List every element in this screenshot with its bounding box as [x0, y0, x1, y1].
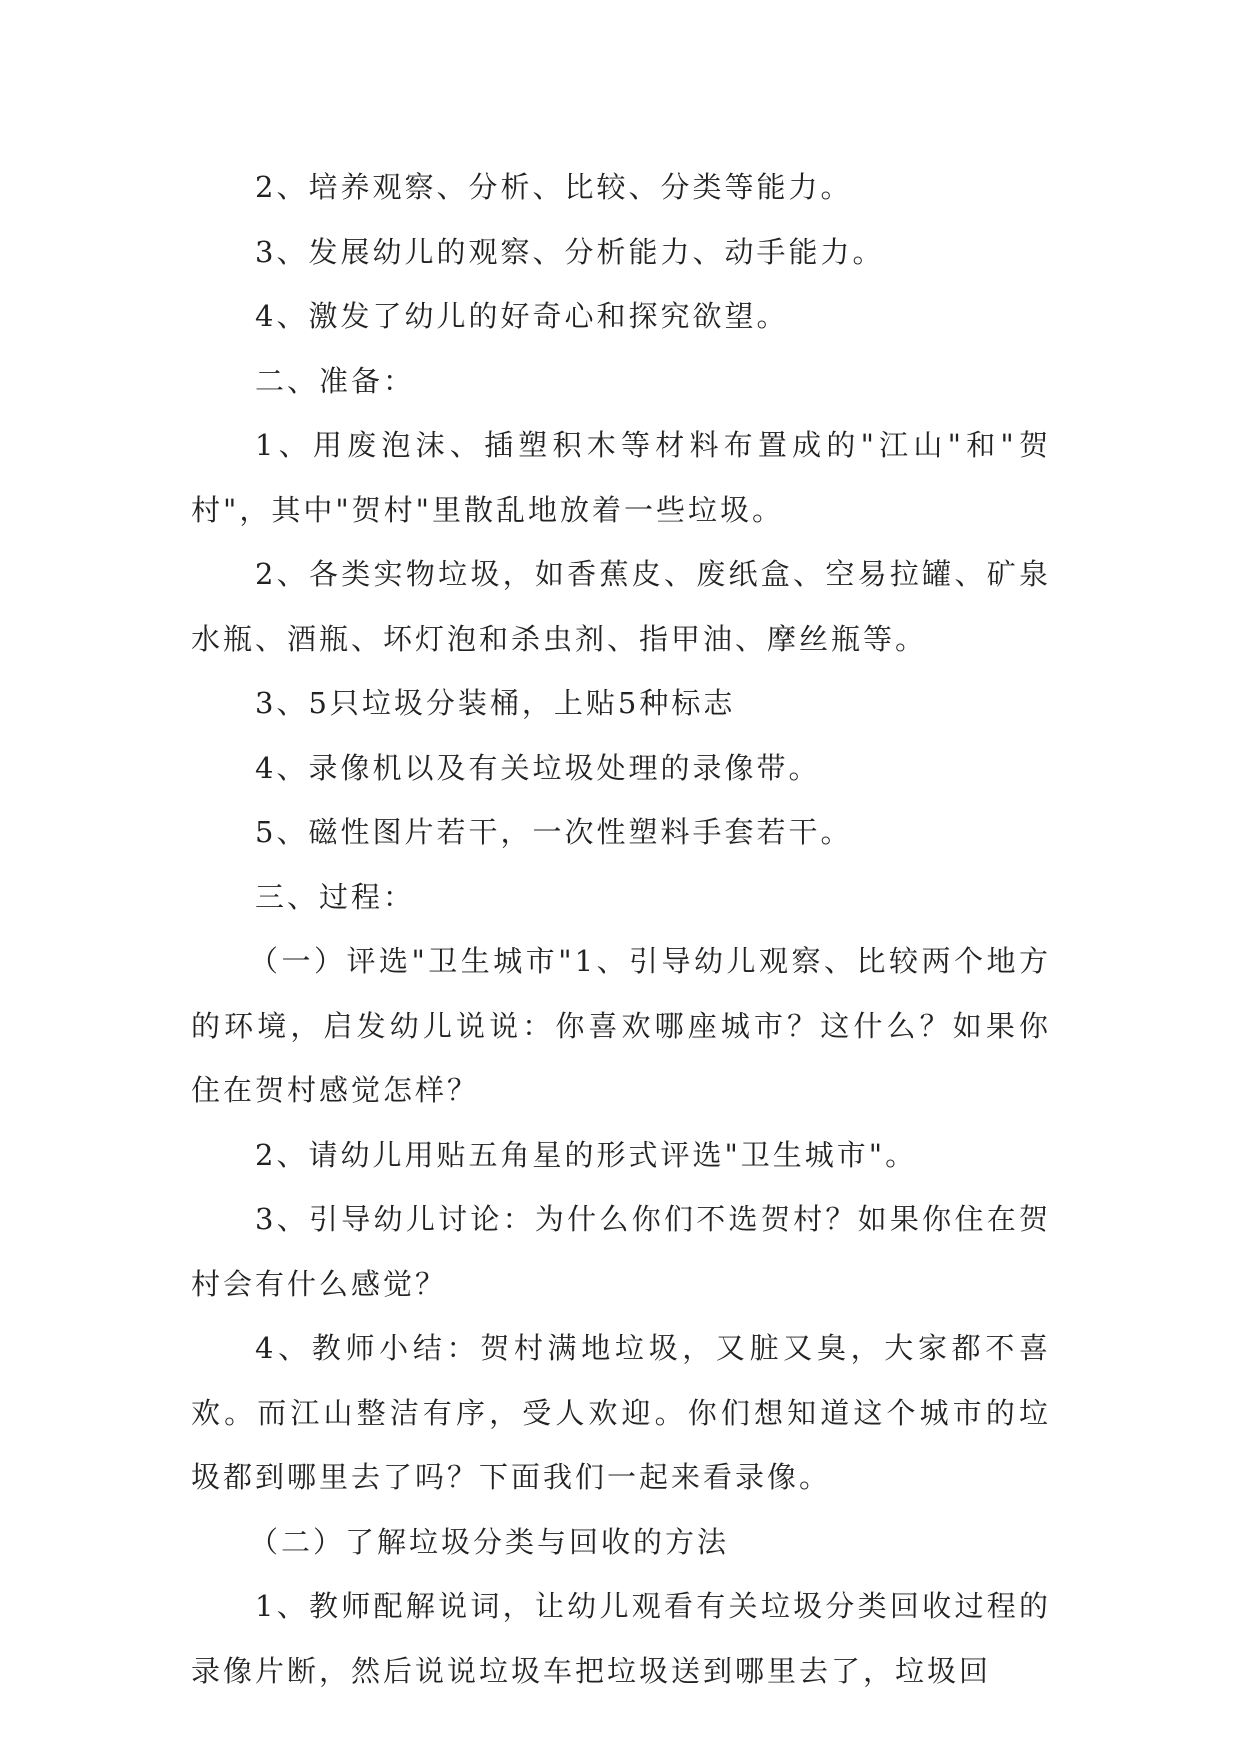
paragraph-prep-5: 5、磁性图片若干，一次性塑料手套若干。 — [255, 815, 853, 849]
paragraph-prep-2: 2、各类实物垃圾，如香蕉皮、废纸盒、空易拉罐、矿泉水瓶、酒瓶、坏灯泡和杀虫剂、指甲油、摩丝瓶等。 — [191, 557, 1051, 656]
paragraph-process-step-4: 4、教师小结：贺村满地垃圾，又脏又臭，大家都不喜欢。而江山整洁有序，受人欢迎。你们想知道这个城市的垃圾都到哪里去了吗？下面我们一起来看录像。 — [191, 1331, 1051, 1494]
paragraph-process-part-1: （一）评选"卫生城市"1、引导幼儿观察、比较两个地方的环境，启发幼儿说说：你喜欢哪座城市？这什么？如果你住在贺村感觉怎样？ — [191, 944, 1051, 1107]
document-body — [191, 155, 1051, 1703]
paragraph-prep-4: 4、录像机以及有关垃圾处理的录像带。 — [255, 750, 821, 785]
paragraph-goal-3: 3、发展幼儿的观察、分析能力、动手能力。 — [255, 234, 885, 269]
paragraph-goal-2: 2、培养观察、分析、比较、分类等能力。 — [255, 170, 853, 204]
paragraph-process-step-2: 2、请幼儿用贴五角星的形式评选"卫生城市"。 — [255, 1137, 918, 1172]
paragraph-part-2-step-1: 1、教师配解说词，让幼儿观看有关垃圾分类回收过程的录像片断，然后说说垃圾车把垃圾送到哪里去了，垃圾回 — [191, 1589, 1051, 1688]
paragraph-goal-4: 4、激发了幼儿的好奇心和探究欲望。 — [255, 299, 789, 333]
paragraph-process-step-3: 3、引导幼儿讨论：为什么你们不选贺村？如果你住在贺村会有什么感觉？ — [191, 1202, 1051, 1301]
section-heading-preparation: 二、准备： — [255, 363, 416, 398]
paragraph-prep-3: 3、5只垃圾分装桶，上贴5种标志 — [255, 686, 736, 720]
paragraph-prep-1: 1、用废泡沫、插塑积木等材料布置成的"江山"和"贺村"，其中"贺村"里散乱地放着一些垃圾。 — [191, 428, 1051, 527]
section-heading-process: 三、过程： — [255, 879, 416, 914]
subsection-heading-part-2: （二）了解垃圾分类与回收的方法 — [249, 1524, 730, 1559]
